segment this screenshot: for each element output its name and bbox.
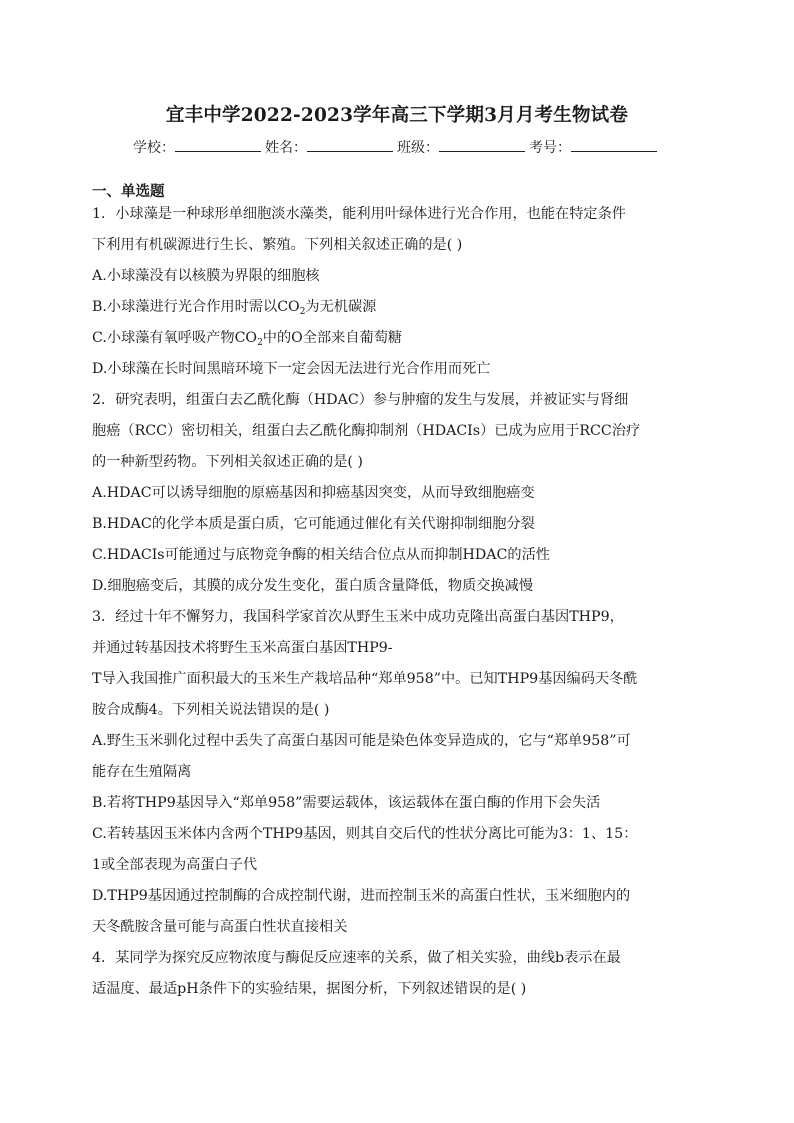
question-2-stem-line: 胞癌（RCC）密切相关，组蛋白去乙酰化酶抑制剂（HDACIs）已成为应用于RCC治疗 — [92, 423, 641, 439]
question-2-option-a: A.HDAC可以诱导细胞的原癌基因和抑癌基因突变，从而导致细胞癌变 — [92, 485, 535, 501]
question-3-stem-line: T导入我国推广面积最大的玉米生产栽培品种“郑单958”中。已知THP9基因编码天冬酰 — [92, 671, 638, 687]
question-3-stem-line: 并通过转基因技术将野生玉米高蛋白基因THP9- — [92, 640, 393, 656]
question-2-option-b: B.HDAC的化学本质是蛋白质，它可能通过催化有关代谢抑制细胞分裂 — [92, 516, 535, 532]
question-3-option-d-cont: 天冬酰胺含量可能与高蛋白性状直接相关 — [92, 919, 348, 935]
question-3-option-c-cont: 1或全部表现为高蛋白子代 — [92, 857, 258, 873]
question-3-option-a-cont: 能存在生殖隔离 — [92, 764, 192, 780]
exam-number-label: 考号： — [529, 140, 571, 156]
question-1-option-d: D.小球藻在长时间黑暗环境下一定会因无法进行光合作用而死亡 — [92, 361, 491, 377]
question-3-option-d: D.THP9基因通过控制酶的合成控制代谢，进而控制玉米的高蛋白性状，玉米细胞内的 — [92, 888, 631, 904]
exam-number-blank[interactable] — [571, 136, 657, 152]
question-1-stem-line: 1．小球藻是一种球形单细胞淡水藻类，能利用叶绿体进行光合作用，也能在特定条件 — [92, 206, 626, 222]
question-2-stem-line: 的一种新型药物。下列相关叙述正确的是( ) — [92, 454, 363, 470]
student-info-row — [0, 136, 794, 157]
question-4-stem-line: 4．某同学为探究反应物浓度与酶促反应速率的关系，做了相关实验，曲线b表示在最 — [92, 950, 621, 966]
name-label: 姓名： — [265, 140, 307, 156]
school-blank[interactable] — [175, 136, 261, 152]
question-4-stem-line: 适温度、最适pH条件下的实验结果，据图分析，下列叙述错误的是( ) — [92, 981, 527, 997]
question-1-stem-line: 下利用有机碳源进行生长、繁殖。下列相关叙述正确的是( ) — [92, 237, 463, 253]
question-2-option-d: D.细胞癌变后，其膜的成分发生变化，蛋白质含量降低，物质交换减慢 — [92, 578, 534, 594]
name-blank[interactable] — [307, 136, 393, 152]
school-label: 学校： — [133, 140, 175, 156]
question-1-option-c: C.小球藻有氧呼吸产物$CO_2$中的O全部来自葡萄糖 — [92, 330, 403, 348]
question-3-option-a: A.野生玉米驯化过程中丢失了高蛋白基因可能是染色体变异造成的，它与“郑单958”可 — [92, 733, 631, 749]
question-3-stem-line: 胺合成酶4。下列相关说法错误的是( ) — [92, 702, 330, 718]
class-label: 班级： — [397, 140, 439, 156]
section-heading: 一、单选题 — [92, 183, 165, 200]
question-2-option-c: C.HDACIs可能通过与底物竞争酶的相关结合位点从而抑制HDAC的活性 — [92, 547, 550, 563]
question-3-stem-line: 3．经过十年不懈努力，我国科学家首次从野生玉米中成功克隆出高蛋白基因THP9， — [92, 609, 624, 625]
question-1-option-b: B.小球藻进行光合作用时需以$CO_2$为无机碳源 — [92, 299, 377, 317]
question-3-option-b: B.若将THP9基因导入“郑单958”需要运载体，该运载体在蛋白酶的作用下会失活 — [92, 795, 601, 811]
question-2-stem-line: 2．研究表明，组蛋白去乙酰化酶（HDAC）参与肿瘤的发生与发展，并被证实与肾细 — [92, 392, 629, 408]
exam-title: 宜丰中学2022-2023学年高三下学期3月月考生物试卷 — [165, 105, 629, 126]
question-1-option-a: A.小球藻没有以核膜为界限的细胞核 — [92, 268, 320, 284]
class-blank[interactable] — [439, 136, 525, 152]
question-3-option-c: C.若转基因玉米体内含两个THP9基因，则其自交后代的性状分离比可能为3：1、15： — [92, 826, 638, 842]
